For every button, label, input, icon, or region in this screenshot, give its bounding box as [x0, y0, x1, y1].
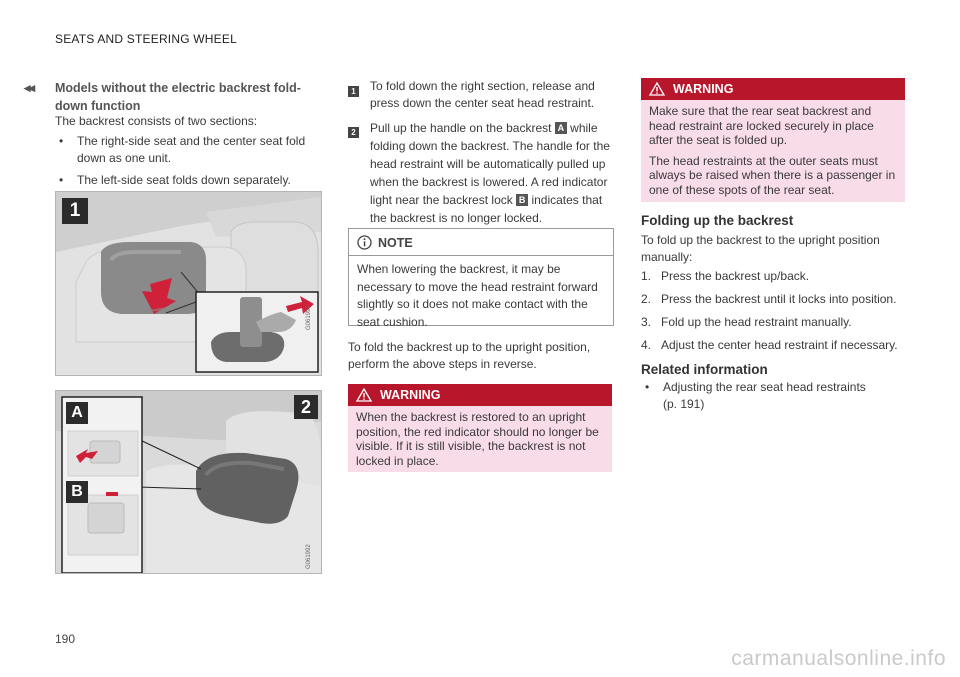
list-item: 1. Press the backrest up/back.: [641, 269, 810, 283]
warning-triangle-icon: [356, 388, 372, 402]
figure-backrest-handle: [55, 390, 322, 574]
list-item: 3. Fold up the head restraint manually.: [641, 315, 852, 329]
list-item: 4. Adjust the center head restraint if necessary.: [641, 338, 898, 352]
warning-box: [348, 384, 612, 472]
related-info-heading: Related information: [641, 362, 768, 377]
note-box: [348, 228, 614, 329]
seat-illustration-1: [56, 192, 321, 375]
procedure-step-2: 2 Pull up the handle on the backrest A while folding down the backrest. The handle for the head restraint will be automatically pulled up when the backrest is lowered. A red indicator light near the backrest lock B indicates that the backrest is no longer locked.: [348, 119, 613, 227]
warning-body-1: Make sure that the rear seat backrest and head restraint are locked securely in place after the seat is folded up.: [649, 104, 874, 147]
callout-b-badge: B: [516, 194, 528, 206]
related-link-item[interactable]: • Adjusting the rear seat head restraints (p. 191): [641, 379, 881, 413]
related-info-list: [641, 379, 881, 413]
watermark: carmanualsonline.info: [731, 647, 946, 670]
warning-title: WARNING: [380, 388, 441, 402]
procedure-steps: [348, 78, 613, 227]
warning-header: [348, 384, 612, 406]
intro-text: The backrest consists of two sections:: [55, 114, 258, 128]
warning-body-2: The head restraints at the outer seats must always be raised when there is a passenger in one of these spots of the rear seat.: [649, 153, 896, 197]
figure-code: G061992: [306, 544, 312, 569]
warning-box-right: [641, 78, 905, 202]
warning-header: [641, 78, 905, 100]
list-item: 2. Press the backrest until it locks into position.: [641, 292, 897, 306]
info-circle-icon: [357, 235, 372, 250]
procedure-step-1: 1 To fold down the right section, release and press down the center seat head restraint.: [348, 78, 613, 112]
folding-up-heading: Folding up the backrest: [641, 213, 794, 228]
reverse-steps-text: To fold the backrest up to the upright position, perform the above steps in reverse.: [348, 340, 591, 371]
figure-label: 2: [294, 395, 318, 419]
seat-illustration-2: [56, 391, 321, 573]
callout-a-badge: A: [555, 122, 567, 134]
note-body: When lowering the backrest, it may be necessary to move the head restraint forward slightly so it does not make contact with the seat cushion.: [357, 262, 598, 329]
page-number: 190: [55, 632, 76, 646]
page-header-title: SEATS AND STEERING WHEEL: [55, 32, 237, 46]
step-number-badge: 1: [348, 86, 359, 97]
list-item: • The left-side seat folds down separately.: [59, 173, 291, 187]
warning-triangle-icon: [649, 82, 665, 96]
section-subheading: Models without the electric backrest fold-down function: [55, 81, 301, 113]
list-item: • The right-side seat and the center seat fold down as one unit.: [59, 134, 306, 165]
figure-code: G061991: [306, 305, 312, 330]
note-header: [349, 229, 613, 256]
related-link[interactable]: Adjusting the rear seat head restraints (p. 191): [663, 380, 866, 411]
warning-body: When the backrest is restored to an upright position, the red indicator should no longer be visible. If it is still visible, the backrest is not locked in place.: [356, 410, 599, 468]
warning-title: WARNING: [673, 82, 734, 96]
folding-up-intro: To fold up the backrest to the upright position manually:: [641, 233, 880, 264]
note-title: NOTE: [378, 235, 413, 250]
continuation-marker: ◂◂: [24, 80, 34, 95]
figure-fold-center-headrest: [55, 191, 322, 376]
callout-b: B: [66, 481, 88, 503]
folding-up-steps: [641, 268, 911, 354]
bullet-list: [55, 133, 325, 189]
figure-label: 1: [62, 198, 88, 224]
callout-a: A: [66, 402, 88, 424]
step-number-badge: 2: [348, 127, 359, 138]
